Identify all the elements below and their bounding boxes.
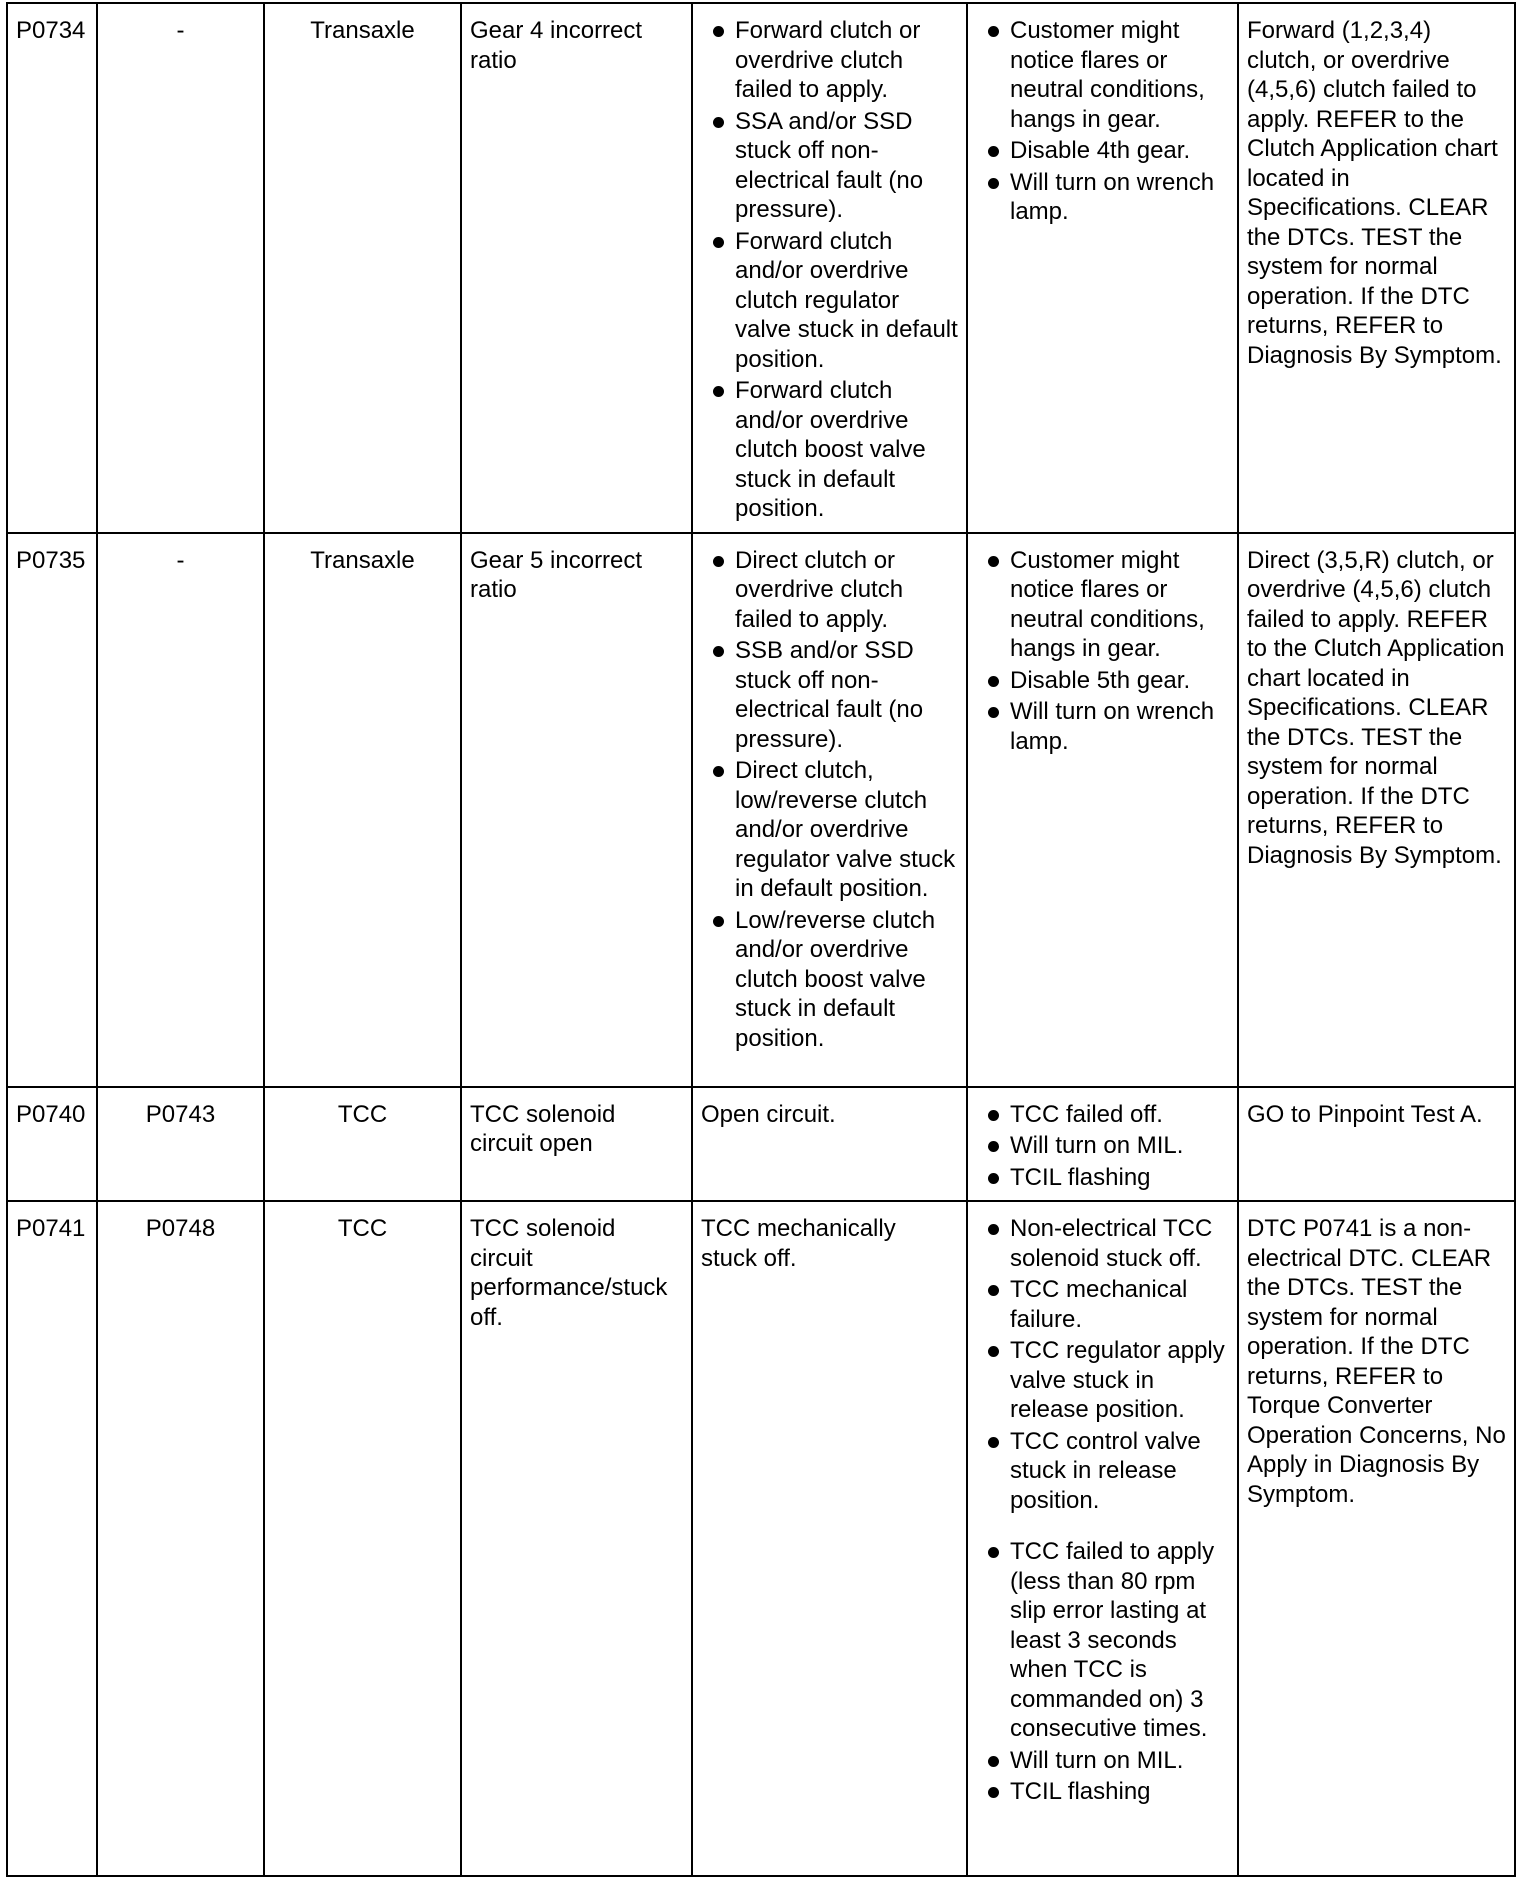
alt-dtc-cell: - — [97, 533, 264, 1087]
causes-cell — [692, 3, 967, 533]
dtc-code-cell: P0735 — [7, 533, 97, 1087]
table-row — [7, 1201, 1515, 1876]
list-item: Forward clutch or overdrive clutch failed to apply. — [701, 16, 958, 105]
list-item: TCC failed to apply (less than 80 rpm slip error lasting at least 3 seconds when TCC is commanded on) 3 consecutive times. — [976, 1537, 1229, 1744]
list-item: TCC control valve stuck in release position. — [976, 1427, 1229, 1516]
action-cell: Forward (1,2,3,4) clutch, or overdrive (4,5,6) clutch failed to apply. REFER to the Clutch Application chart located in Specifications. CLEAR the DTCs. TEST the system for normal operation. If the DTC returns, REFER to Diagnosis By Symptom. — [1238, 3, 1515, 533]
list-item: SSA and/or SSD stuck off non-electrical fault (no pressure). — [701, 107, 958, 225]
symptoms-cell — [967, 1087, 1238, 1202]
symptoms-list — [976, 1214, 1229, 1807]
causes-list — [701, 16, 958, 524]
symptoms-cell — [967, 1201, 1238, 1876]
list-item: TCC regulator apply valve stuck in release position. — [976, 1336, 1229, 1425]
list-item: TCC failed off. — [976, 1100, 1229, 1130]
symptoms-list — [976, 16, 1229, 227]
component-cell: Transaxle — [264, 3, 461, 533]
list-item: Direct clutch or overdrive clutch failed to apply. — [701, 546, 958, 635]
component-cell: TCC — [264, 1087, 461, 1202]
table-row — [7, 3, 1515, 533]
action-cell: GO to Pinpoint Test A. — [1238, 1087, 1515, 1202]
causes-cell: Open circuit. — [692, 1087, 967, 1202]
list-item: Disable 5th gear. — [976, 666, 1229, 696]
symptoms-cell — [967, 533, 1238, 1087]
dtc-code-cell: P0734 — [7, 3, 97, 533]
list-item: Direct clutch, low/reverse clutch and/or overdrive regulator valve stuck in default position. — [701, 756, 958, 904]
list-item: Forward clutch and/or overdrive clutch boost valve stuck in default position. — [701, 376, 958, 524]
list-item: Customer might notice flares or neutral conditions, hangs in gear. — [976, 546, 1229, 664]
symptoms-list — [976, 546, 1229, 757]
list-item: Will turn on MIL. — [976, 1746, 1229, 1776]
component-cell: TCC — [264, 1201, 461, 1876]
description-cell: Gear 4 incorrect ratio — [461, 3, 692, 533]
causes-cell — [692, 533, 967, 1087]
list-item: Customer might notice flares or neutral conditions, hangs in gear. — [976, 16, 1229, 134]
list-item: Will turn on wrench lamp. — [976, 697, 1229, 756]
list-item: TCIL flashing — [976, 1163, 1229, 1193]
description-cell: Gear 5 incorrect ratio — [461, 533, 692, 1087]
list-item: TCC mechanical failure. — [976, 1275, 1229, 1334]
alt-dtc-cell: - — [97, 3, 264, 533]
symptoms-list — [976, 1100, 1229, 1193]
list-item: Forward clutch and/or overdrive clutch regulator valve stuck in default position. — [701, 227, 958, 375]
list-item: TCIL flashing — [976, 1777, 1229, 1807]
description-cell: TCC solenoid circuit open — [461, 1087, 692, 1202]
action-cell: Direct (3,5,R) clutch, or overdrive (4,5,6) clutch failed to apply. REFER to the Clutch Application chart located in Specifications. CLEAR the DTCs. TEST the system for normal operation. If the DTC returns, REFER to Diagnosis By Symptom. — [1238, 533, 1515, 1087]
list-item: Non-electrical TCC solenoid stuck off. — [976, 1214, 1229, 1273]
alt-dtc-cell: P0743 — [97, 1087, 264, 1202]
dtc-table — [6, 2, 1516, 1877]
component-cell: Transaxle — [264, 533, 461, 1087]
list-item: Disable 4th gear. — [976, 136, 1229, 166]
list-item: Will turn on wrench lamp. — [976, 168, 1229, 227]
causes-cell: TCC mechanically stuck off. — [692, 1201, 967, 1876]
action-cell: DTC P0741 is a non-electrical DTC. CLEAR the DTCs. TEST the system for normal operation. If the DTC returns, REFER to Torque Converter Operation Concerns, No Apply in Diagnosis By Symptom. — [1238, 1201, 1515, 1876]
description-cell: TCC solenoid circuit performance/stuck off. — [461, 1201, 692, 1876]
table-row — [7, 1087, 1515, 1202]
dtc-code-cell: P0740 — [7, 1087, 97, 1202]
list-item: SSB and/or SSD stuck off non-electrical fault (no pressure). — [701, 636, 958, 754]
list-item: Will turn on MIL. — [976, 1131, 1229, 1161]
symptoms-cell — [967, 3, 1238, 533]
dtc-code-cell: P0741 — [7, 1201, 97, 1876]
table-row — [7, 533, 1515, 1087]
list-item: Low/reverse clutch and/or overdrive clutch boost valve stuck in default position. — [701, 906, 958, 1054]
alt-dtc-cell: P0748 — [97, 1201, 264, 1876]
causes-list — [701, 546, 958, 1054]
